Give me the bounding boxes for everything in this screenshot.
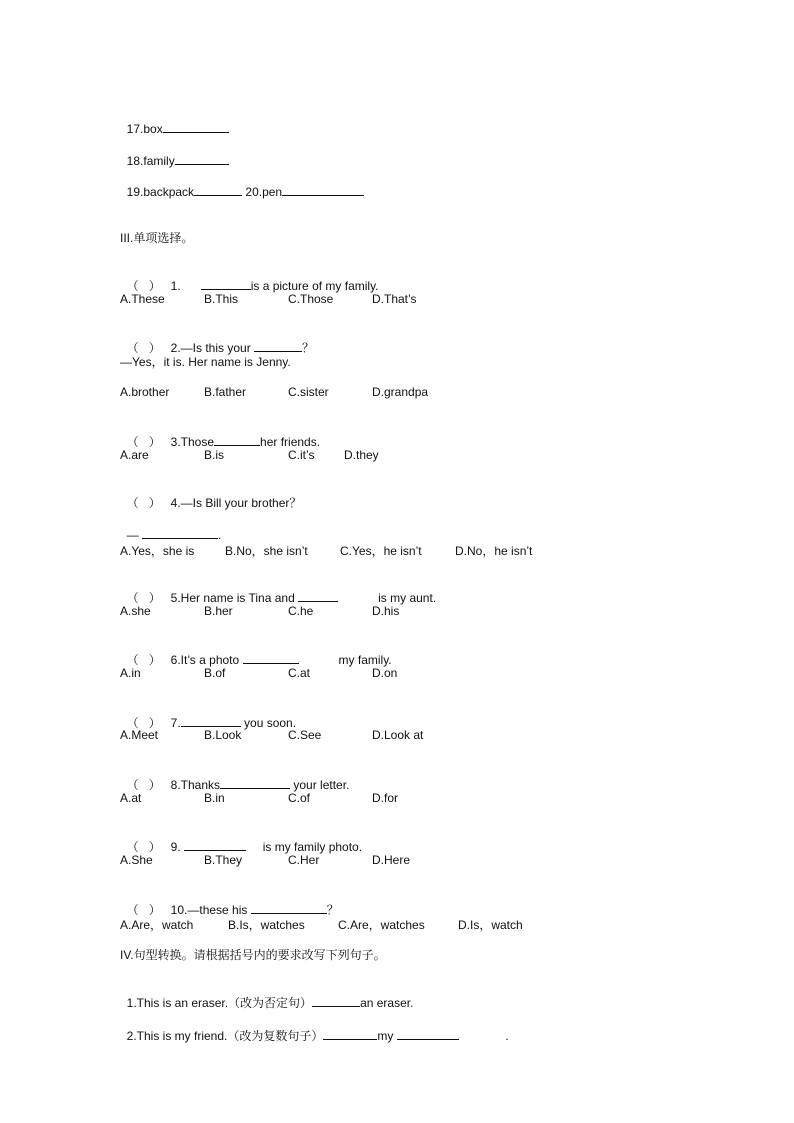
option-b[interactable]: B.is — [204, 448, 225, 462]
option-b[interactable]: B.of — [204, 666, 226, 680]
option-a[interactable]: A.Yes，she is — [120, 544, 195, 558]
question-2: （ ） 2.—Is this your ？ — [126, 341, 315, 355]
option-c[interactable]: C.he — [288, 604, 314, 618]
option-d[interactable]: D.Here — [372, 853, 411, 867]
vocab-item-17: 17.box — [120, 104, 229, 120]
answer-parens[interactable]: （ ） — [126, 903, 161, 917]
option-d[interactable]: D.for — [372, 791, 399, 805]
reply-q4: — . — [126, 528, 222, 542]
option-d[interactable]: D.Is，watch — [458, 918, 523, 932]
options-q9 — [0, 853, 794, 869]
answer-parens[interactable]: （ ） — [126, 716, 161, 730]
option-a[interactable]: A.These — [120, 292, 165, 306]
question-5: （ ） 5.Her name is Tina and is my aunt. — [126, 591, 437, 605]
answer-blank[interactable] — [175, 152, 229, 165]
answer-blank[interactable] — [142, 526, 218, 539]
answer-blank[interactable] — [201, 277, 251, 290]
option-a[interactable]: A.She — [120, 853, 153, 867]
option-b[interactable]: B.This — [204, 292, 239, 306]
question-6: （ ） 6.It’s a photo my family. — [126, 653, 392, 667]
option-c[interactable]: C.See — [288, 728, 322, 742]
answer-blank[interactable] — [282, 183, 364, 196]
answer-blank[interactable] — [184, 838, 246, 851]
answer-blank[interactable] — [251, 901, 327, 914]
reply-q2: —Yes，it is. Her name is Jenny. — [120, 355, 291, 369]
option-a[interactable]: A.Are，watch — [120, 918, 194, 932]
answer-parens[interactable]: （ ） — [126, 435, 161, 449]
option-c[interactable]: C.it’s — [288, 448, 315, 462]
option-c[interactable]: C.sister — [288, 385, 329, 399]
answer-blank[interactable] — [254, 339, 302, 352]
question-1: （ ） 1. is a picture of my family. — [126, 279, 379, 293]
options-q6 — [0, 666, 794, 682]
option-c[interactable]: C.of — [288, 791, 311, 805]
question-8: （ ） 8.Thanks your letter. — [126, 778, 350, 792]
answer-blank[interactable] — [214, 433, 260, 446]
transform-item-1: 1.This is an eraser.（改为否定句） an eraser. — [126, 996, 414, 1010]
answer-blank[interactable] — [220, 776, 290, 789]
options-q10 — [0, 916, 794, 932]
option-c[interactable]: C.Those — [288, 292, 334, 306]
answer-blank[interactable] — [323, 1027, 377, 1040]
question-7: （ ） 7. you soon. — [126, 716, 297, 730]
vocab-item-18: 18.family — [120, 136, 229, 152]
option-b[interactable]: B.Look — [204, 728, 242, 742]
options-q2 — [0, 385, 794, 401]
option-b[interactable]: B.her — [204, 604, 233, 618]
option-c[interactable]: C.at — [288, 666, 311, 680]
question-9: （ ） 9. is my family photo. — [126, 840, 363, 854]
option-d[interactable]: D.Look at — [372, 728, 424, 742]
option-a[interactable]: A.at — [120, 791, 142, 805]
option-c[interactable]: C.Her — [288, 853, 320, 867]
option-a[interactable]: A.Meet — [120, 728, 159, 742]
answer-parens[interactable]: （ ） — [126, 279, 161, 293]
section-title: IV.句型转换。请根据括号内的要求改写下列句子。 — [120, 948, 386, 962]
answer-blank[interactable] — [163, 120, 229, 133]
option-d[interactable]: D.his — [372, 604, 400, 618]
option-d[interactable]: D.No，he isn’t — [455, 544, 533, 558]
answer-blank[interactable] — [194, 183, 242, 196]
answer-parens[interactable]: （ ） — [126, 653, 161, 667]
question-10: （ ） 10.—these his ？ — [126, 903, 339, 917]
options-q1 — [0, 292, 794, 308]
question-4: （ ） 4.—Is Bill your brother？ — [126, 496, 302, 510]
options-q5 — [0, 604, 794, 620]
answer-parens[interactable]: （ ） — [126, 840, 161, 854]
answer-parens[interactable]: （ ） — [126, 778, 161, 792]
question-3: （ ） 3.Those her friends. — [126, 435, 321, 449]
option-d[interactable]: D.on — [372, 666, 398, 680]
option-d[interactable]: D.they — [344, 448, 379, 462]
answer-blank[interactable] — [181, 714, 241, 727]
section-title: III.单项选择。 — [120, 231, 194, 245]
option-a[interactable]: A.are — [120, 448, 149, 462]
options-q3 — [0, 448, 794, 464]
option-a[interactable]: A.she — [120, 604, 151, 618]
options-q7 — [0, 728, 794, 744]
option-d[interactable]: D.grandpa — [372, 385, 429, 399]
option-a[interactable]: A.brother — [120, 385, 170, 399]
answer-blank[interactable] — [298, 589, 338, 602]
option-b[interactable]: B.Is，watches — [228, 918, 305, 932]
option-b[interactable]: B.No，she isn’t — [225, 544, 308, 558]
options-q4 — [0, 542, 794, 558]
transform-item-2: 2.This is my friend.（改为复数句子） my . — [126, 1029, 509, 1043]
option-b[interactable]: B.in — [204, 791, 225, 805]
vocab-item-19-20: 19.backpack 20.pen — [120, 167, 364, 183]
option-a[interactable]: A.in — [120, 666, 141, 680]
answer-parens[interactable]: （ ） — [126, 341, 161, 355]
option-c[interactable]: C.Are，watches — [338, 918, 425, 932]
option-b[interactable]: B.father — [204, 385, 247, 399]
answer-blank[interactable] — [397, 1027, 459, 1040]
answer-blank[interactable] — [312, 994, 360, 1007]
option-d[interactable]: D.That’s — [372, 292, 417, 306]
option-b[interactable]: B.They — [204, 853, 243, 867]
options-q8 — [0, 791, 794, 807]
answer-blank[interactable] — [243, 651, 299, 664]
answer-parens[interactable]: （ ） — [126, 591, 161, 605]
answer-parens[interactable]: （ ） — [126, 496, 161, 510]
option-c[interactable]: C.Yes，he isn’t — [340, 544, 422, 558]
